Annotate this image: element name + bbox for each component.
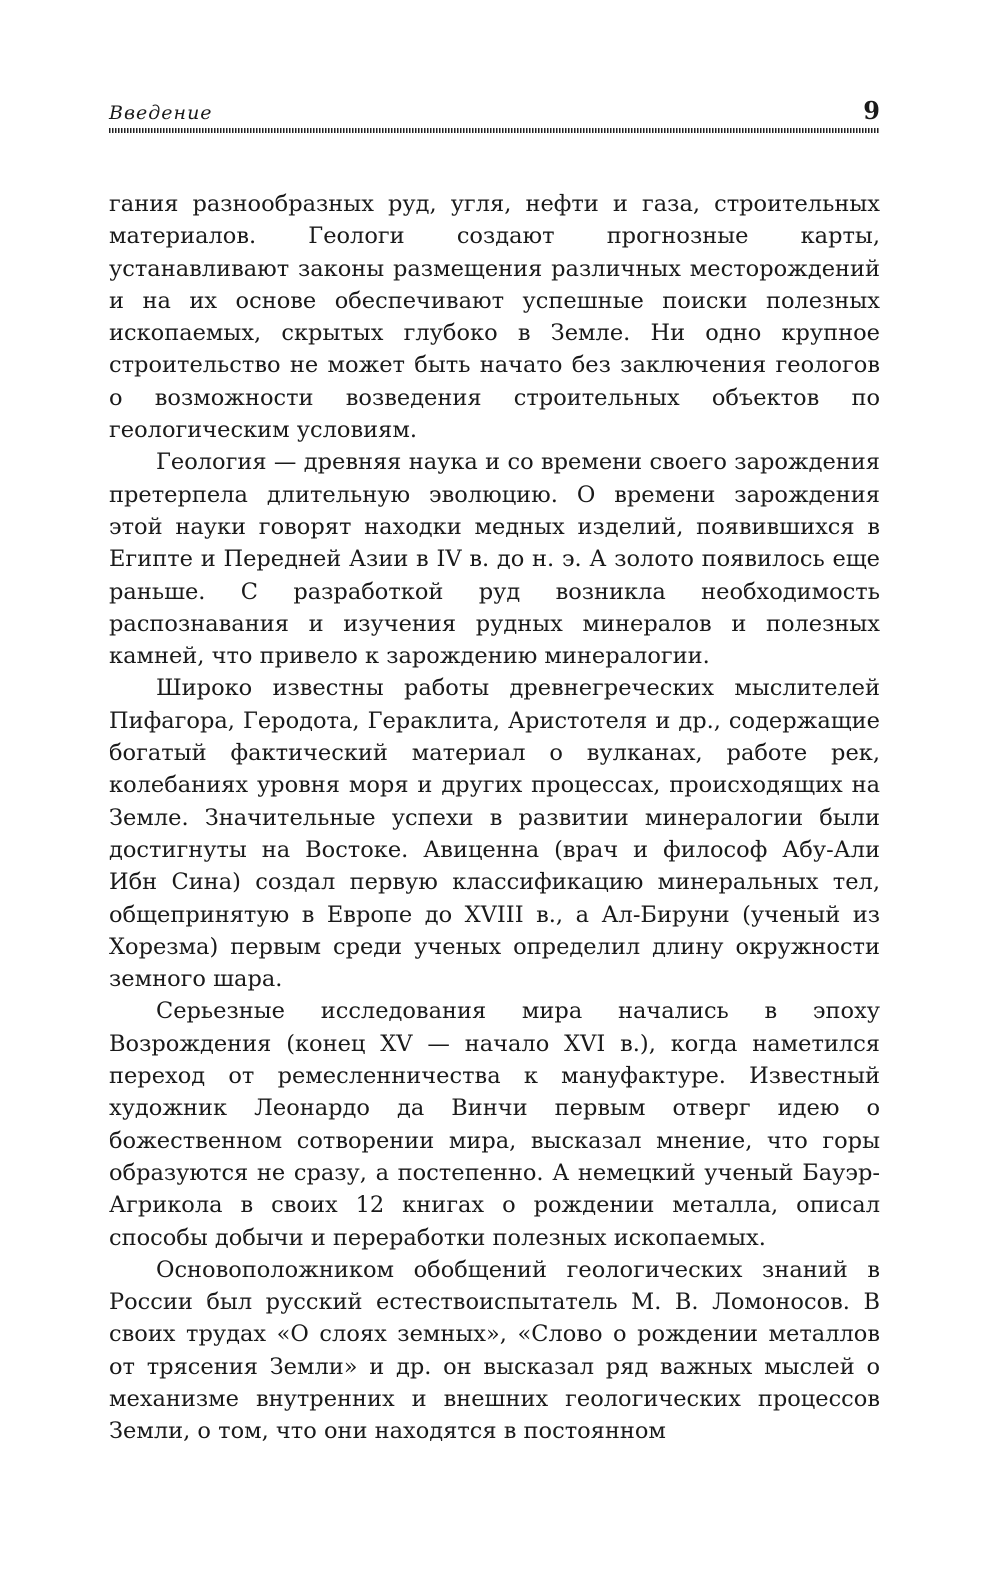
paragraph: Широко известны работы древнегреческих мыслителей Пифагора, Геродота, Гераклита, Аристотеля и др., содержащие богатый фактический материал о вулканах, работе рек, колебаниях уровня моря и других процессах, происходящих на Земле. Значительные успехи в развитии минералогии были достигнуты на Востоке. Авиценна (врач и философ Абу-Али Ибн Сина) создал первую классификацию минеральных тел, общепринятую в Европе до XVIII в., а Ал-Бируни (ученый из Хорезма) первым среди ученых определил длину окружности земного шара. xyxy=(109,675,880,993)
running-head xyxy=(109,96,880,130)
running-title: Введение xyxy=(109,102,213,124)
paragraph: Основоположником обобщений геологических знаний в России был русский естествоиспытатель М. В. Ломоносов. В своих трудах «О слоях земных», «Слово о рождении металлов от трясения Земли» и др. он высказал ряд важных мыслей о механизме внутренних и внешних геологических процессов Земли, о том, что они находятся в постоянном xyxy=(109,1256,880,1445)
page-number: 9 xyxy=(863,96,880,125)
book-page xyxy=(109,96,880,1448)
header-rule xyxy=(109,128,880,133)
paragraph: Серьезные исследования мира начались в эпоху Возрождения (конец XV — начало XVI в.), когда наметился переход от ремесленничества к мануфактуре. Известный художник Леонардо да Винчи первым отверг идею о божественном сотворении мира, высказал мнение, что горы образуются не сразу, а постепенно. А немецкий ученый Бауэр-Агрикола в своих 12 книгах о рождении металла, описал способы добычи и переработки полезных ископаемых. xyxy=(109,998,880,1251)
paragraph: гания разнообразных руд, угля, нефти и газа, строительных материалов. Геологи создают прогнозные карты, устанавливают законы размещения различных месторождений и на их основе обеспечивают успешные поиски полезных ископаемых, скрытых глубоко в Земле. Ни одно крупное строительство не может быть начато без заключения геологов о возможности возведения строительных объектов по геологическим условиям. xyxy=(109,191,880,444)
paragraph: Геология — древняя наука и со времени своего зарождения претерпела длительную эволюцию. О времени зарождения этой науки говорят находки медных изделий, появившихся в Египте и Передней Азии в IV в. до н. э. А золото появилось еще раньше. С разработкой руд возникла необходимость распознавания и изучения рудных минералов и полезных камней, что привело к зарождению минералогии. xyxy=(109,449,880,670)
body-text xyxy=(109,188,880,1448)
